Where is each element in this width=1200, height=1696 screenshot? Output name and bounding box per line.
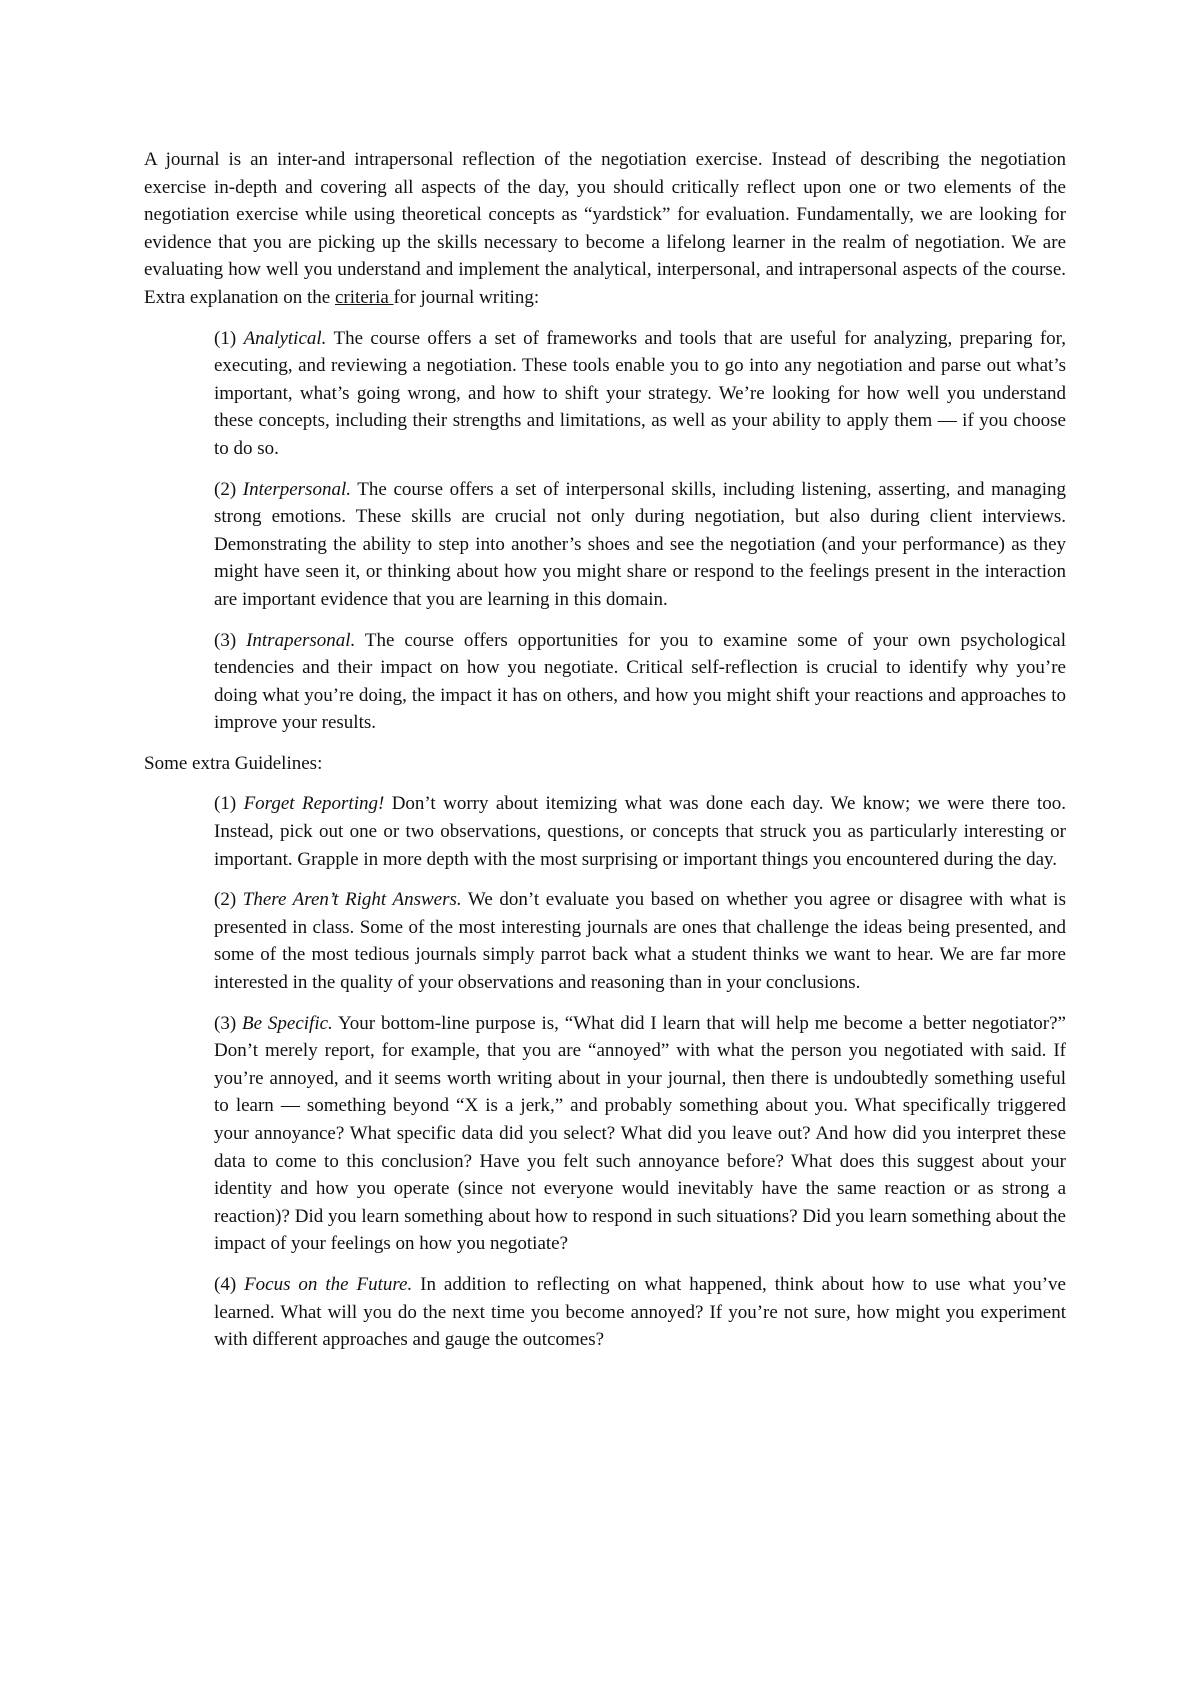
criteria-body: The course offers a set of frameworks and tools that are useful for analyzing, preparing for, executing, and reviewing a negotiation. These tools enable you to go into any negotiation and parse out what’s important, what’s going wrong, and how to shift your strategy. We’re looking for how well you understand these concepts, including their strengths and limitations, as well as your ability to apply them — if you choose to do so. [214, 327, 1066, 459]
criteria-item-interpersonal [214, 476, 1066, 614]
criteria-title: Analytical. [243, 327, 327, 349]
guideline-body: In addition to reflecting on what happened, think about how to use what you’ve learned. What will you do the next time you become annoyed? If you’re not sure, how might you experiment with different approaches and gauge the outcomes? [214, 1273, 1066, 1351]
criteria-item-analytical [214, 325, 1066, 463]
criteria-title: Intrapersonal. [246, 629, 356, 651]
guideline-item-be-specific [214, 1010, 1066, 1258]
guideline-title: Be Specific. [242, 1012, 333, 1034]
criteria-number: (3) [214, 629, 247, 651]
criteria-title: Interpersonal. [242, 478, 351, 500]
guideline-number: (4) [214, 1273, 245, 1295]
guideline-number: (1) [214, 793, 244, 815]
intro-text-end: for journal writing: [393, 286, 540, 308]
criteria-item-intrapersonal [214, 627, 1066, 737]
guideline-item-forget-reporting [214, 790, 1066, 873]
criteria-body: The course offers opportunities for you to examine some of your own psychological tendencies and their impact on how you negotiate. Critical self-reflection is crucial to identify why you’re doing what you’re doing, the impact it has on others, and how you might shift your reactions and approaches to improve your results. [214, 629, 1067, 734]
intro-text: A journal is an inter-and intrapersonal reflection of the negotiation exercise. Instead of describing the negotiation exercise in-depth and covering all aspects of the day, you should critically reflect upon one or two elements of the negotiation exercise while using theoretical concepts as “yardstick” for evaluation. Fundamentally, we are looking for evidence that you are picking up the skills necessary to become a lifelong learner in the realm of negotiation. We are evaluating how well you understand and implement the analytical, interpersonal, and intrapersonal aspects of the course. Extra explanation on the [144, 149, 1066, 308]
guideline-body: Your bottom-line purpose is, “What did I learn that will help me become a better negotiator?” Don’t merely report, for example, that you are “annoyed” with what the person you negotiated with said. If you’re annoyed, and it seems worth writing about in your journal, then there is undoubtedly something useful to learn — something beyond “X is a jerk,” and probably something about you. What specifically triggered your annoyance? What specific data did you select? What did you leave out? And how did you interpret these data to come to this conclusion? Have you felt such annoyance before? What does this suggest about your identity and how you operate (since not everyone would inevitably have the same reaction or as strong a reaction)? Did you learn something about how to respond in such situations? Did you learn something about the impact of your feelings on how you negotiate? [214, 1012, 1066, 1255]
guideline-number: (3) [214, 1012, 243, 1034]
guideline-number: (2) [214, 889, 243, 911]
criteria-number: (2) [214, 478, 243, 500]
intro-paragraph [144, 146, 1066, 312]
guideline-body: We don’t evaluate you based on whether you agree or disagree with what is presented in class. Some of the most interesting journals are ones that challenge the ideas being presented, and some of the most tedious journals simply parrot back what a student thinks we want to hear. We are far more interested in the quality of your observations and reasoning than in your conclusions. [214, 889, 1066, 994]
criteria-link[interactable]: criteria [335, 286, 394, 308]
guideline-body: Don’t worry about itemizing what was done each day. We know; we were there too. Instead, pick out one or two observations, questions, or concepts that struck you as particularly interesting or important. Grapple in more depth with the most surprising or important things you encountered during the day. [214, 793, 1066, 870]
guidelines-heading: Some extra Guidelines: [144, 752, 323, 774]
document-page [144, 146, 1066, 1367]
guideline-item-no-right-answers [214, 886, 1066, 996]
guideline-title: There Aren’t Right Answers. [242, 889, 462, 911]
guideline-item-focus-future [214, 1271, 1066, 1354]
criteria-number: (1) [214, 327, 244, 349]
criteria-body: The course offers a set of interpersonal skills, including listening, asserting, and managing strong emotions. These skills are crucial not only during negotiation, but also during client interviews. Demonstrating the ability to step into another’s shoes and see the negotiation (and your performance) as they might have seen it, or thinking about how you might share or respond to the feelings present in the interaction are important evidence that you are learning in this domain. [214, 478, 1067, 610]
guideline-title: Focus on the Future. [244, 1273, 413, 1295]
guideline-title: Forget Reporting! [243, 793, 385, 815]
